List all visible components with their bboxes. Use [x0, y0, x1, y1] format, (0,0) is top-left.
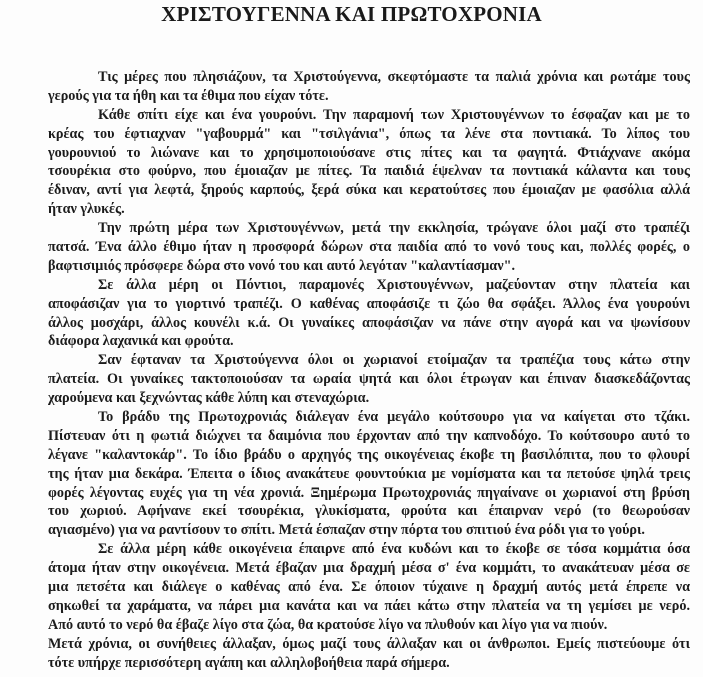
paragraph-line: Τις μέρες που πλησιάζουν, τα Χριστούγεννα, σκεφτόμαστε τα παλιά χρόνια και ρωτάμε τους — [98, 69, 690, 85]
paragraph — [48, 540, 690, 634]
document-title: ΧΡΙΣΤΟΥΓΕΝΝΑ ΚΑΙ ΠΡΩΤΟΧΡΟΝΙΑ — [161, 2, 542, 26]
paragraph-line: ήταν γλυκές. — [48, 201, 125, 218]
paragraph — [48, 276, 690, 352]
paragraph — [48, 351, 690, 408]
paragraph-line: κρέας του έφτιαχναν "γαβουρμά" και "τσιλγάνια", όπως τα λένε στα ποντιακά. Το λίπος του — [48, 125, 690, 142]
paragraph — [48, 408, 690, 540]
paragraph — [48, 68, 690, 106]
paragraph-line: Πίστευαν ότι η φωτιά διώχνει τα δαιμόνια που έρχονταν από την καπνοδόχο. Το κούτσουρο αυτό το — [48, 427, 690, 444]
paragraph — [48, 219, 690, 276]
paragraph-line: Μετά χρόνια, οι συνήθειες άλλαξαν, όμως μαζί τους άλλαξαν και οι άνθρωποι. Εμείς πιστεύουμε ότι — [48, 635, 690, 652]
paragraph-line: τότε υπήρχε περισσότερη αγάπη και αλληλοβοήθεια παρά σήμερα. — [48, 654, 450, 671]
paragraph-line: σηκωθεί τα χαράματα, να πάρει μια κανάτα και να πάει κάτω στην πλατεία να τη γεμίσει με νερό. — [48, 597, 690, 614]
paragraph-line: βαφτισιμιός πρόσφερε δώρα στο νονό του και αυτό λεγόταν "καλαντίασμαν". — [48, 257, 515, 274]
paragraph-line: Την πρώτη μέρα των Χριστουγέννων, μετά την εκκλησία, τρώγανε όλοι μαζί στο τραπέζι — [98, 220, 690, 237]
paragraph-line: γουρουνιού το λιώνανε και το χρησιμοποιούσανε στις πίτες και τα φαγητά. Φτιάχνανε ακόμα — [48, 144, 690, 161]
paragraph-line: Σε άλλα μέρη οι Πόντιοι, παραμονές Χριστουγέννων, μαζεύονταν στην πλατεία και — [98, 276, 690, 293]
paragraph-line: Το βράδυ της Πρωτοχρονιάς διάλεγαν ένα μεγάλο κούτσουρο για να καίγεται στο τζάκι. — [98, 409, 690, 426]
paragraph-line: αγιασμένο) για να ραντίσουν το σπίτι. Μετά έσπαζαν στην πόρτα του σπιτιού ένα ρόδι για το γούρι. — [48, 522, 645, 539]
document-body — [48, 68, 690, 673]
paragraph-line: Σαν έφταναν τα Χριστούγεννα όλοι οι χωριανοί ετοίμαζαν τα τραπέζια τους κάτω στην — [98, 352, 690, 369]
paragraph-line: χαρούμενα και ξεχνώντας κάθε λύπη και στεναχώρια. — [48, 390, 370, 407]
paragraph-line: πλατεία. Οι γυναίκες τακτοποιούσαν τα ωραία ψητά και όλοι έτρωγαν και έπιναν διασκεδάζοντας — [48, 371, 690, 388]
paragraph-line: γερούς για τα ήθη και τα έθιμα που είχαν τότε. — [48, 87, 329, 104]
paragraph — [48, 106, 690, 219]
paragraph-line: άλλος μοσχάρι, άλλος κουνέλι κ.ά. Οι γυναίκες αποφάσιζαν να πάνε στην αγορά και να ψωνίσουν — [48, 314, 690, 331]
paragraph-line: πατσά. Ένα άλλο έθιμο ήταν η προσφορά δώρων στα παιδία από το νονό τους και, πολλές φορές, ο — [48, 239, 690, 256]
paragraph-line: Κάθε σπίτι είχε και ένα γουρούνι. Την παραμονή των Χριστουγέννων το έσφαζαν και με το — [98, 106, 690, 123]
paragraph-line: μια πετσέτα και διάλεγε ο καθένας από ένα. Σε όποιον τύχαινε η δραχμή αυτός μετά έπρεπε να — [48, 579, 690, 596]
paragraph-line: Σε άλλα μέρη κάθε οικογένεια έπαιρνε από ένα κυδώνι και το έκοβε σε τόσα κομμάτια όσα — [98, 541, 690, 558]
paragraph — [48, 635, 690, 673]
paragraph-line: της ήταν μια δεκάρα. Έπειτα ο ίδιος ανακάτευε φουντούκια με νομίσματα και τα πετούσε ψηλά τρεις — [48, 465, 690, 482]
paragraph-line: λέγανε "καλαντοκάρ". Το ίδιο βράδυ ο αρχηγός της οικογένειας έκοβε τη βασιλόπιτα, που το φλουρί — [48, 446, 690, 463]
paragraph-line: άτομα ήταν στην οικογένεια. Μετά έβαζαν μια δραχμή μέσα σ' ένα κομμάτι, το ανακάτευαν μέσα σε — [48, 560, 690, 577]
paragraph-line: τσουρέκια στο φούρνο, που έμοιαζαν με πίτες. Τα παιδιά έψελναν τα ποντιακά κάλαντα και τους — [48, 163, 690, 180]
paragraph-line: αποφάσιζαν για το γιορτινό τραπέζι. Ο καθένας αποφάσιζε τι ζώο θα σφάξει. Άλλος ένα γουρούνι — [48, 295, 690, 312]
paragraph-line: διάφορα λαχανικά και φρούτα. — [48, 333, 234, 350]
paragraph-line: Από αυτό το νερό θα έβαζε λίγο στα ζώα, θα κρατούσε λίγο να πλυθούν και λίγο για να πιούν. — [48, 616, 608, 633]
paragraph-line: έδιναν, αντί για λεφτά, ξηρούς καρπούς, ξερά σύκα και κερατούτσες που έμοιαζαν με φασόλια αλλά — [48, 182, 690, 199]
paragraph-line: του χωριού. Αφήνανε εκεί τσουρέκια, γλυκίσματα, φρούτα και έπαιρναν νερό (το θεωρούσαν — [48, 503, 690, 520]
paragraph-line: φορές λέγοντας ευχές για τη νέα χρονιά. Ξημέρωμα Πρωτοχρονιάς πηγαίνανε οι χωριανοί στη βρύση — [48, 484, 690, 501]
